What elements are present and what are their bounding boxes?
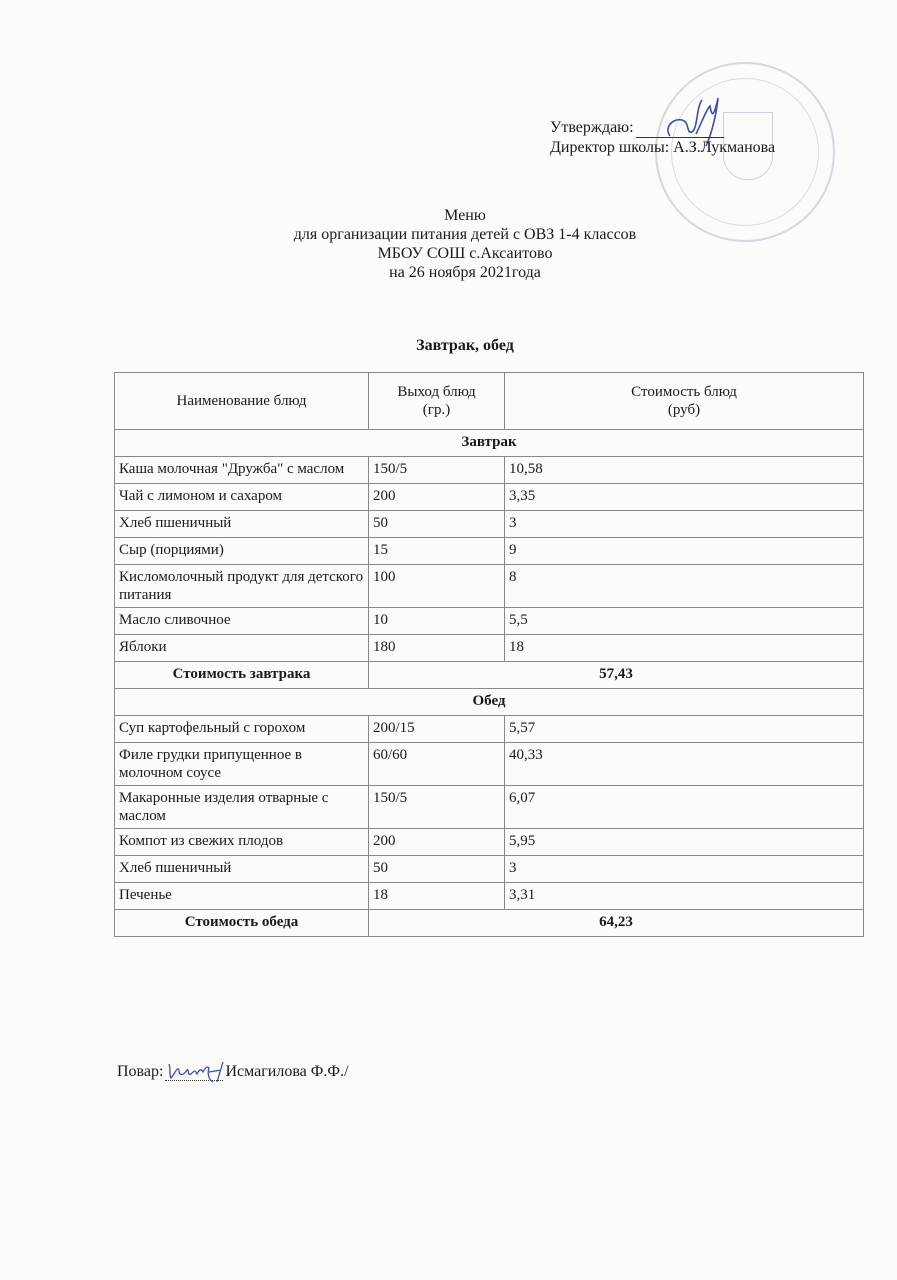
- table-row: [115, 716, 864, 743]
- cost-cell: 18: [505, 635, 864, 662]
- total-value: 64,23: [369, 910, 864, 937]
- yield-cell: 200: [369, 484, 505, 511]
- yield-cell: 15: [369, 538, 505, 565]
- section-title: Обед: [115, 689, 864, 716]
- dish-name-cell: Каша молочная "Дружба" с маслом: [115, 457, 369, 484]
- table-header-row: [115, 373, 864, 430]
- meals-subtitle: Завтрак, обед: [416, 337, 514, 354]
- section-row-breakfast: [115, 430, 864, 457]
- yield-cell: 100: [369, 565, 505, 608]
- menu-date: на 26 ноября 2021года: [389, 264, 541, 281]
- cook-label: Повар:: [117, 1063, 164, 1080]
- yield-cell: 50: [369, 511, 505, 538]
- table-row: [115, 511, 864, 538]
- total-value: 57,43: [369, 662, 864, 689]
- table-row: [115, 856, 864, 883]
- yield-cell: 200: [369, 829, 505, 856]
- table-row: [115, 538, 864, 565]
- cost-cell: 10,58: [505, 457, 864, 484]
- dish-name-cell: Хлеб пшеничный: [115, 856, 369, 883]
- dish-name-cell: Сыр (порциями): [115, 538, 369, 565]
- dish-name-cell: Яблоки: [115, 635, 369, 662]
- cost-cell: 5,95: [505, 829, 864, 856]
- yield-cell: 18: [369, 883, 505, 910]
- approval-label: Утверждаю:: [550, 119, 634, 136]
- yield-cell: 200/15: [369, 716, 505, 743]
- document-purpose: для организации питания детей с ОВЗ 1-4 классов: [293, 226, 637, 243]
- total-label: Стоимость завтрака: [115, 662, 369, 689]
- total-row-breakfast: [115, 662, 864, 689]
- column-header-dish-name: Наименование блюд: [115, 373, 369, 430]
- cost-cell: 6,07: [505, 786, 864, 829]
- yield-cell: 10: [369, 608, 505, 635]
- dish-name-cell: Кисломолочный продукт для детского питания: [115, 565, 369, 608]
- approval-position: Директор школы:: [550, 139, 670, 156]
- table-row: [115, 883, 864, 910]
- menu-table: [114, 372, 864, 937]
- cook-signature-line: [165, 1064, 223, 1081]
- cost-cell: 5,57: [505, 716, 864, 743]
- cost-cell: 3: [505, 511, 864, 538]
- dish-name-cell: Компот из свежих плодов: [115, 829, 369, 856]
- table-row: [115, 829, 864, 856]
- dish-name-cell: Суп картофельный с горохом: [115, 716, 369, 743]
- section-title: Завтрак: [115, 430, 864, 457]
- cook-name: Исмагилова Ф.Ф./: [225, 1063, 349, 1080]
- dish-name-cell: Чай с лимоном и сахаром: [115, 484, 369, 511]
- column-header-yield: Выход блюд (гр.): [369, 373, 505, 430]
- table-row: [115, 457, 864, 484]
- approval-signature-line: [636, 123, 724, 138]
- section-row-lunch: [115, 689, 864, 716]
- cost-cell: 3: [505, 856, 864, 883]
- cook-signature-block: [117, 1063, 349, 1081]
- cost-cell: 5,5: [505, 608, 864, 635]
- yield-cell: 50: [369, 856, 505, 883]
- cost-cell: 3,31: [505, 883, 864, 910]
- yield-cell: 60/60: [369, 743, 505, 786]
- dish-name-cell: Филе грудки припущенное в молочном соусе: [115, 743, 369, 786]
- table-row: [115, 565, 864, 608]
- yield-cell: 180: [369, 635, 505, 662]
- yield-cell: 150/5: [369, 786, 505, 829]
- table-row: [115, 484, 864, 511]
- dish-name-cell: Печенье: [115, 883, 369, 910]
- dish-name-cell: Хлеб пшеничный: [115, 511, 369, 538]
- document-title: Меню: [444, 207, 486, 224]
- column-header-cost: Стоимость блюд (руб): [505, 373, 864, 430]
- table-row: [115, 743, 864, 786]
- approval-name: А.З.Лукманова: [673, 139, 776, 156]
- yield-cell: 150/5: [369, 457, 505, 484]
- table-row: [115, 635, 864, 662]
- table-row: [115, 608, 864, 635]
- cost-cell: 9: [505, 538, 864, 565]
- cost-cell: 8: [505, 565, 864, 608]
- cost-cell: 3,35: [505, 484, 864, 511]
- document-header: [0, 206, 897, 282]
- table-row: [115, 786, 864, 829]
- dish-name-cell: Масло сливочное: [115, 608, 369, 635]
- approval-block: [550, 118, 775, 158]
- school-name: МБОУ СОШ с.Аксаитово: [377, 245, 553, 262]
- total-row-lunch: [115, 910, 864, 937]
- dish-name-cell: Макаронные изделия отварные с маслом: [115, 786, 369, 829]
- cook-signature-icon: [165, 1056, 231, 1084]
- total-label: Стоимость обеда: [115, 910, 369, 937]
- cost-cell: 40,33: [505, 743, 864, 786]
